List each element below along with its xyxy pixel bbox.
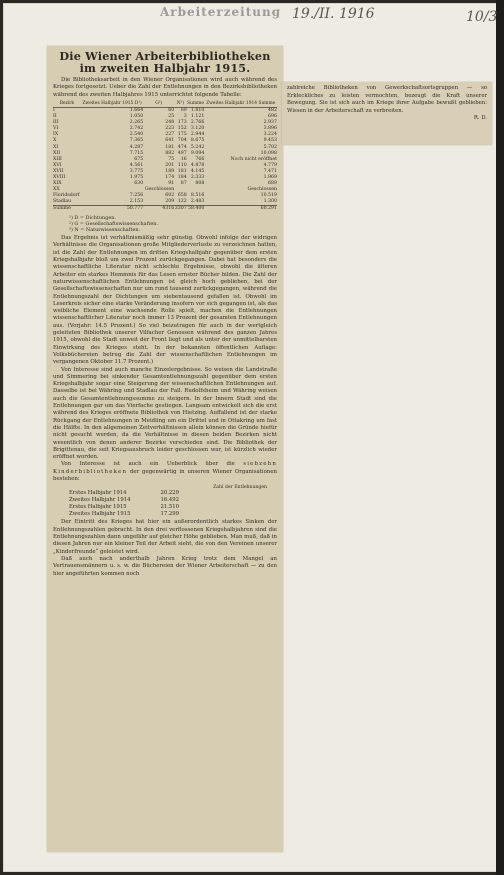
- newspaper-masthead: Arbeiterzeitung: [160, 5, 282, 19]
- value-cell: 9.453: [263, 138, 277, 144]
- value-cell: 16: [180, 156, 187, 162]
- value-cell: Geschlossen: [247, 187, 277, 193]
- value-cell: 209: [165, 199, 175, 205]
- newspaper-clipping-continuation: [282, 82, 492, 145]
- kids-loans-table: [69, 490, 183, 517]
- value-cell: 766: [195, 156, 205, 162]
- value-cell: 7.715: [129, 150, 144, 156]
- district-cell: VI: [53, 126, 59, 132]
- table-row: [69, 504, 183, 511]
- value-cell: 25: [168, 114, 175, 120]
- value-cell: 4.145: [190, 168, 205, 174]
- table-row: [69, 497, 183, 504]
- value-cell: 10.098: [260, 150, 277, 156]
- value-cell: 2.483: [190, 199, 205, 205]
- district-cell: IX: [53, 132, 59, 138]
- value-cell: 60: [168, 107, 175, 113]
- loans-table-sum-row: Summe 50.777 4316 3307 58.400 60.291: [53, 206, 277, 212]
- value-cell: 882: [165, 150, 175, 156]
- value-cell: 5.242: [190, 144, 205, 150]
- value-cell: 474: [177, 144, 187, 150]
- article-intro: Die Bibliotheksarbeit in den Wiener Organisationen wird auch während des Krieges fortgesetzt. Ueber die Zahl der Entlehnungen in den Bezirksbibliotheken während des zweiten Halbjahres 1915 unterrichtet folgende Tabelle:: [53, 77, 277, 98]
- value-cell: 2.944: [190, 132, 205, 138]
- paragraph: Von Interesse sind auch manche Einzelergebnisse. So weisen die Landstraße und Simmering bei sinkender Gesamtentlehnungszahl gegenüber dem ersten Kriegshalbjahr sogar eine Steigerung der wissenschaftlichen Entlehnungen auf. Dasselbe ist bei Währing und Stadlau der Fall. Rudolfsheim und Währing weisen auch die Gesamtentlehnungssumme zu steigern. In der Innern Stadt sind die Entlehnungen gar um das Vierfache gestiegen. Langsam entwickelt sich die erst während des Krieges eröffnete Bibliothek von Hietzing. Auffallend ist der starke Rückgang der Entlehnungen in Meidling um ein Drittel und in Ottakring um fast die Hälfte. In den allgemeinen Zeitverhältnissen allein können die Gründe hiefür nicht gesucht werden, da die Verhältnisse in diesen beiden Bezirken nicht wesentlich von denen anderer Bezirke verschieden sind. Die Bibliothek der Brigittenau, die seit Kriegsausbruch leider geschlossen war, ist kürzlich wieder eröffnet worden.: [53, 366, 277, 461]
- value-cell: 223: [165, 126, 175, 132]
- article-body-end: [53, 519, 277, 577]
- value-cell: 89: [180, 107, 187, 113]
- district-cell: I: [53, 107, 55, 113]
- value-cell: 181: [177, 168, 187, 174]
- value-cell: 2.742: [129, 126, 144, 132]
- value-cell: 602: [165, 193, 175, 199]
- handwritten-date: 19./II. 1916: [292, 6, 375, 22]
- table-row: [53, 199, 277, 206]
- value-cell: 3: [183, 114, 187, 120]
- value-cell: 174: [165, 175, 175, 181]
- paragraph: Das Ergebnis ist verhältnismäßig sehr günstig. Obwohl infolge der widrigen Verhältnisse die Organisationen große Mitgliederverluste zu verzeichnen hatten, ist die Zahl der Entlehnungen im dritten Kriegshalbjahr gegenüber dem ersten Kriegshalbjahr bloß um zwei Prozent zurückgegangen. Dabei hat besonders die wissenschaftliche Literatur nicht schlechte Ergebnisse, obwohl die älteren Arbeiter ein starkes Hemmnis für das Lesen ernster Bücher bilden. Die Zahl der naturwissenschaftlichen Entlehnungen ist gleich hoch geblieben, bei der Gesellschaftswissenschaften nur um rund tausend zurückgegangen, während die Entlehnungszahl der Dichtungen um siebentausend gefallen ist. Obwohl im Leserkreis sicher eine starke Veränderung insofern vor sich gegangen ist, als das weibliche Element eine wachsende Rolle spielt, machen die Entlehnungen wissenschaftlicher Literatur noch immer 13 Prozent der gesamten Entlehnungen aus. (Vorjahr: 14.5 Prozent.) So viel beizutragen für auch in der wertgleich geleiteten Bibliothek unserer Vilfacher Genossen während des ganzen Jahres 1915, obwohl die Stadt unweit der Front liegt und als unter der unmittelbarsten Einwirkung des Krieges steht. In der bekannten öffentlichen Auflage: Volksbüchereien betrug die Zahl der wissenschaftlichen Entlehnungen im vergangenen Oktober 11.7 Prozent.): [53, 235, 277, 366]
- period-cell: Zweites Halbjahr 1915: [69, 510, 131, 517]
- value-cell: 181: [165, 144, 175, 150]
- district-cell: X: [53, 138, 57, 144]
- value-cell: 227: [165, 132, 175, 138]
- loans-count-cell: 16.492: [160, 497, 180, 504]
- continuation-text: zahlreiche Bibliotheken von Gewerkschaftsortsgruppen — so Erkleckliches zu leisten vermochten, bezeugt die Kraft unserer Bewegung. Sie ist sich auch im Kriege ihrer Aufgabe bewußt geblieben: Wissen in der Arbeiterschaft zu verbreiten. R. D.: [287, 85, 487, 122]
- value-cell: 173: [177, 120, 187, 126]
- loans-count-cell: 20.229: [160, 490, 180, 497]
- value-cell: 10.519: [260, 193, 277, 199]
- value-cell: 658: [177, 193, 187, 199]
- value-cell: 3.224: [263, 132, 277, 138]
- value-cell: 1.050: [129, 114, 144, 120]
- loans-table-header: Bezirk Zweites Halbjahr 1915 D¹) G²) N³) Summe Zweites Halbjahr 1914 Summe: [53, 101, 277, 108]
- period-cell: Zweites Halbjahr 1914: [69, 497, 131, 504]
- value-cell: Noch nicht eröffnet: [230, 156, 277, 162]
- sheet-edge-shadow: [496, 0, 504, 875]
- value-cell: 8.516: [190, 193, 205, 199]
- value-cell: 482: [268, 107, 277, 113]
- value-cell: 1.810: [190, 107, 205, 113]
- value-cell: 7.256: [129, 193, 144, 199]
- value-cell: 248: [165, 120, 175, 126]
- value-cell: 4.779: [263, 162, 277, 168]
- value-cell: 675: [134, 156, 144, 162]
- paragraph: Der Eintritt des Krieges hat hier ein außerordentlich starkes Sinken der Entlehnungszahlen gebracht. In den drei verflossenen Kriegshalbjahren sind die Entlehnungszahlen dann ungefähr auf gleicher Höhe geblieben. Man muß, daß in diesen Jahren nur ein kleiner Teil der Arbeit sieht, die von den Vereinen unserer „Kinderfreunde“ geleistet wird.: [53, 519, 277, 555]
- table-row: [69, 490, 183, 497]
- table-row: [69, 511, 183, 518]
- district-cell: II: [53, 114, 57, 120]
- district-cell: XX: [53, 187, 60, 193]
- loans-count-cell: 21.510: [160, 503, 180, 510]
- value-cell: 7.365: [129, 138, 144, 144]
- value-cell: 4.878: [190, 162, 205, 168]
- value-cell: 175: [177, 132, 187, 138]
- value-cell: 152: [177, 126, 187, 132]
- author-initials: R. D.: [473, 115, 487, 122]
- district-cell: Floridsdorf: [53, 193, 80, 199]
- value-cell: 808: [195, 181, 205, 187]
- value-cell: 184: [177, 175, 187, 181]
- value-cell: 75: [168, 156, 175, 162]
- district-cell: III: [53, 120, 59, 126]
- value-cell: 696: [268, 114, 277, 120]
- handwritten-page-number: 10/3: [466, 9, 498, 25]
- district-cell: XII: [53, 150, 61, 156]
- value-cell: 122: [177, 199, 187, 205]
- value-cell: 3.120: [190, 126, 205, 132]
- article-headline: Die Wiener Arbeiterbibliotheken im zweiten Halbjahr 1915.: [59, 49, 271, 75]
- value-cell: 189: [165, 168, 175, 174]
- value-cell: 2.766: [190, 120, 205, 126]
- value-cell: 1.969: [263, 175, 277, 181]
- value-cell: 5.702: [263, 144, 277, 150]
- value-cell: 689: [268, 181, 277, 187]
- paragraph: Daß auch nach anderthalb Jahren Krieg trotz dem Mangel an Vertrauensmännern u. s. w. die Büchereien der Wiener Arbeiterschaft — zu den hier angeführten kommen noch: [53, 555, 277, 577]
- paragraph: Von Interesse ist auch ein Ueberblick über die siebzehn Kinderbibliotheken der gegenwärtig in unseren Wiener Organisationen bestehen:: [53, 461, 278, 482]
- value-cell: 641: [165, 138, 175, 144]
- district-cell: XIX: [53, 181, 62, 187]
- value-cell: 7.471: [263, 168, 277, 174]
- loans-table-body: [53, 107, 277, 206]
- district-cell: XVI: [53, 162, 62, 168]
- loans-count-cell: 17.299: [160, 510, 180, 517]
- value-cell: 2.540: [129, 132, 144, 138]
- value-cell: 3.775: [129, 168, 144, 174]
- loans-table: [53, 101, 277, 213]
- value-cell: 2.333: [190, 175, 205, 181]
- value-cell: 1.975: [129, 175, 144, 181]
- value-cell: 2.265: [129, 120, 144, 126]
- value-cell: 2.153: [129, 199, 144, 205]
- value-cell: Geschlossen: [144, 187, 175, 193]
- value-cell: 201: [165, 162, 175, 168]
- value-cell: 9.094: [190, 150, 205, 156]
- value-cell: 110: [177, 162, 187, 168]
- value-cell: 8.675: [190, 138, 205, 144]
- table-row: [53, 107, 277, 114]
- district-cell: Stadlau: [53, 199, 72, 205]
- period-cell: Erstes Halbjahr 1915: [69, 503, 127, 510]
- footnote: ³) N = Naturwissenschaften.: [69, 226, 141, 233]
- value-cell: 87: [180, 181, 187, 187]
- value-cell: 1.121: [190, 114, 205, 120]
- value-cell: 4.561: [129, 162, 144, 168]
- table-footnotes: [69, 215, 277, 234]
- value-cell: 1.300: [263, 199, 277, 205]
- footnote: ²) G = Gesellschaftswissenschaften.: [69, 220, 158, 227]
- article-body: [53, 235, 277, 483]
- district-cell: XI: [53, 144, 59, 150]
- district-cell: XVII: [53, 168, 64, 174]
- value-cell: 1.664: [129, 107, 144, 113]
- value-cell: 497: [177, 150, 187, 156]
- period-cell: Erstes Halbjahr 1914: [69, 490, 127, 497]
- newspaper-clipping-main: [47, 46, 283, 852]
- kids-table-header: Zahl der Entlehnungen: [213, 485, 267, 491]
- value-cell: 704: [177, 138, 187, 144]
- value-cell: 2.937: [263, 120, 277, 126]
- value-cell: 91: [168, 181, 175, 187]
- value-cell: 4.287: [129, 144, 144, 150]
- district-cell: XVIII: [53, 175, 66, 181]
- value-cell: 630: [134, 181, 144, 187]
- district-cell: XIII: [53, 156, 62, 162]
- value-cell: 3.896: [263, 126, 277, 132]
- footnote: ¹) D = Dichtungen.: [69, 214, 116, 221]
